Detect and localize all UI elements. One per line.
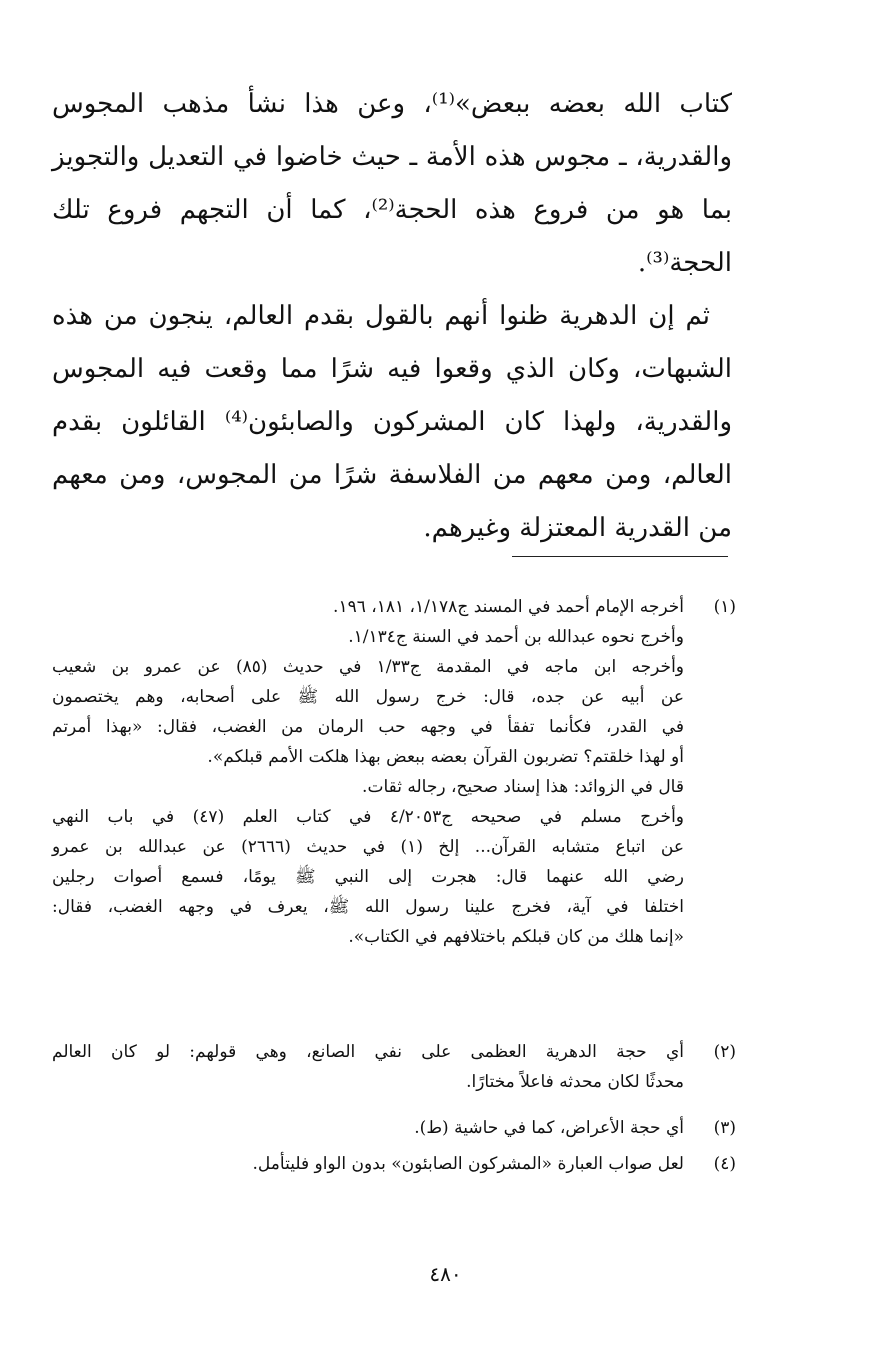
footnote-line: أو لهذا خلقتم؟ تضربون القرآن بعضه ببعض بهذا هلكت الأمم قبلكم».: [207, 747, 684, 767]
footnote-number: (٤): [713, 1154, 736, 1174]
footnote-line: رضي الله عنهما قال: هجرت إلى النبي ﷺ يومًا، فسمع أصوات رجلين: [52, 867, 684, 887]
footnote-line: وأخرج مسلم في صحيحه ج٤/٢٠٥٣ في كتاب العلم (٤٧) في باب النهي: [52, 807, 684, 827]
footnote-line: عن اتباع متشابه القرآن... إلخ (١) في حديث (٢٦٦٦) عن عبدالله بن عمرو: [52, 837, 684, 857]
footnote-line: أي حجة الدهرية العظمى على نفي الصانع، وهي قولهم: لو كان العالم: [52, 1042, 684, 1062]
footnote-line: لعل صواب العبارة «المشركون الصابئون» بدون الواو فليتأمل.: [252, 1154, 684, 1174]
footnote-number: (١): [713, 597, 736, 617]
footnote-line: وأخرج نحوه عبدالله بن أحمد في السنة ج١/١٣٤.: [348, 627, 684, 647]
footnote-body: [52, 592, 684, 952]
body-paragraph-2: ثم إن الدهرية ظنوا أنهم بالقول بقدم العالم، ينجون من هذه الشبهات، وكان الذي وقعوا فيه شرًا مما وقعت فيه المجوس والقدرية، ولهذا كان المشركون والصابئون⁽⁴⁾ القائلون بقدم العالم، ومن معهم من الفلاسفة شرًا من المجوس، ومن معهم من القدرية المعتزلة وغيرهم.: [52, 301, 732, 543]
footnote-line: عن أبيه عن جده، قال: خرج رسول الله ﷺ على أصحابه، وهم يختصمون: [52, 687, 684, 707]
footnote-divider: [512, 556, 728, 557]
footnote-body: [52, 1113, 684, 1143]
footnote-line: في القدر، فكأنما تفقأ في وجهه حب الرمان من الغضب، فقال: «بهذا أمرتم: [52, 717, 684, 737]
footnote-1: [52, 592, 736, 952]
footnote-4: [52, 1149, 736, 1179]
footnote-line: وأخرجه ابن ماجه في المقدمة ج١/٣٣ في حديث (٨٥) عن عمرو بن شعيب: [52, 657, 684, 677]
page-number: ٤٨٠: [429, 1262, 462, 1286]
footnote-line: أي حجة الأعراض، كما في حاشية (ط).: [414, 1118, 684, 1138]
footnote-3: [52, 1113, 736, 1143]
footnote-body: [52, 1149, 684, 1179]
footnote-body: [52, 1037, 684, 1097]
footnote-line: قال في الزوائد: هذا إسناد صحيح، رجاله ثقات.: [362, 777, 684, 797]
footnote-number: (٣): [713, 1118, 736, 1138]
footnote-line: اختلفا في آية، فخرج علينا رسول الله ﷺ، يعرف في وجهه الغضب، فقال:: [52, 897, 684, 917]
footnote-line: محدثًا لكان محدثه فاعلاً مختارًا.: [466, 1072, 684, 1092]
body-paragraph-1: كتاب الله بعضه ببعض»⁽¹⁾، وعن هذا نشأ مذهب المجوس والقدرية، ـ مجوس هذه الأمة ـ حيث خاضوا في التعديل والتجويز بما هو من فروع هذه الحجة⁽²⁾، كما أن التجهم فروع تلك الحجة⁽³⁾.: [52, 89, 732, 278]
footnote-number: (٢): [713, 1042, 736, 1062]
footnote-line: أخرجه الإمام أحمد في المسند ج١/١٧٨، ١٨١، ١٩٦.: [333, 597, 684, 617]
footnote-line: «إنما هلك من كان قبلكم باختلافهم في الكتاب».: [348, 927, 684, 947]
footnote-2: [52, 1037, 736, 1097]
